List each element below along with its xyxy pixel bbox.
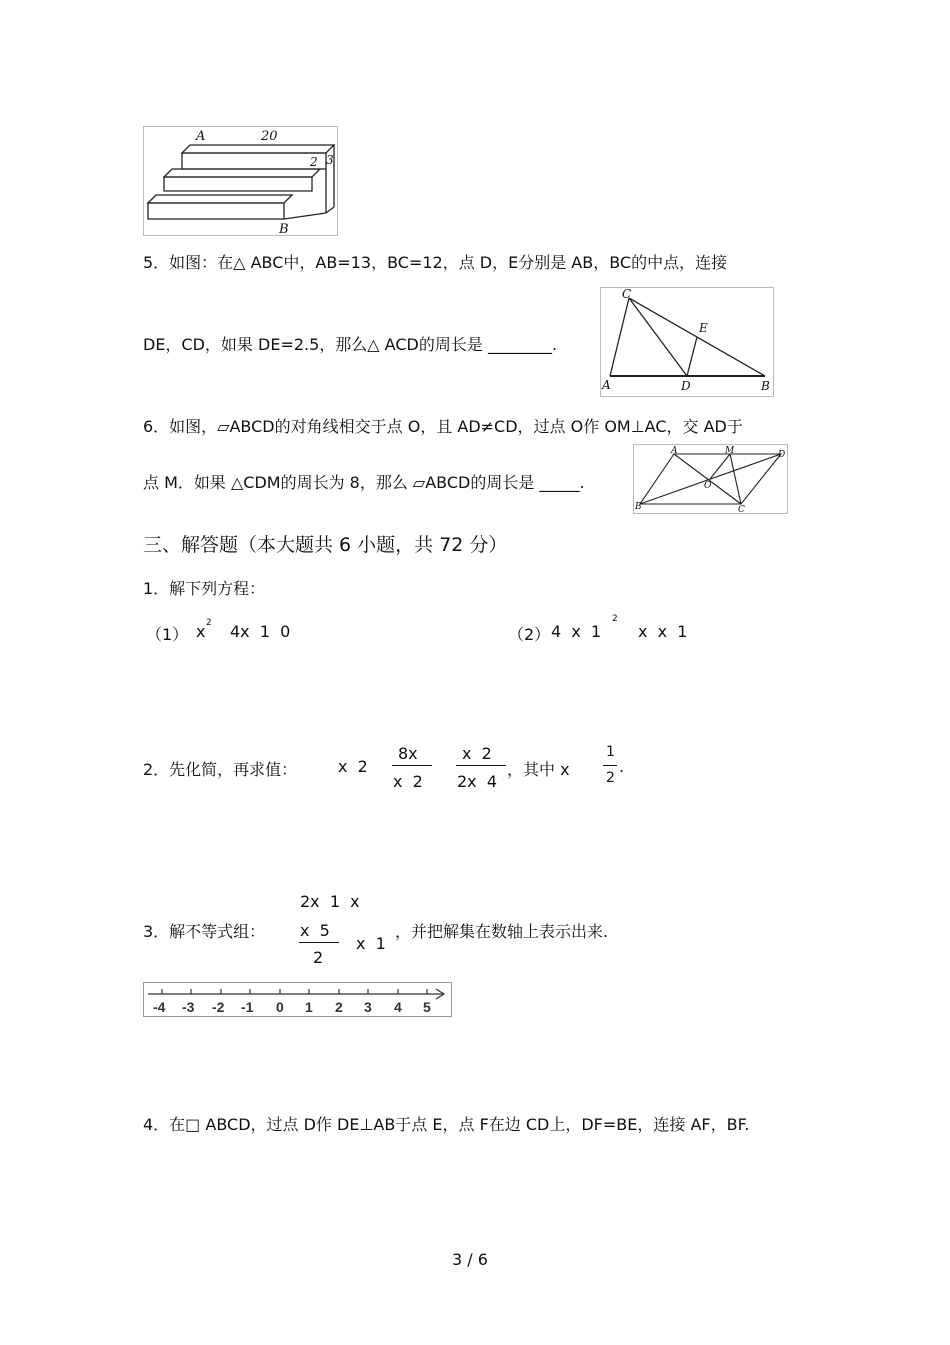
number-line xyxy=(144,983,451,1016)
tick-label-n2: -2 xyxy=(212,999,225,1015)
para-label-b: B xyxy=(635,502,642,512)
parallelogram-figure xyxy=(633,444,788,514)
triangle-figure xyxy=(600,287,774,397)
triangle-diagram xyxy=(601,288,773,396)
stairs-label-a: A xyxy=(196,129,206,144)
p1b-main: 4 x 1 xyxy=(551,622,602,641)
p3-ineq2-den: 2 xyxy=(313,948,324,967)
p2-f1-den: x 2 xyxy=(393,772,423,791)
page-number: 3 / 6 xyxy=(452,1250,488,1269)
p3-tail: ，并把解集在数轴上表示出来. xyxy=(395,922,609,941)
tri-label-c: C xyxy=(622,288,632,301)
p3-ineq1: 2x 1 x xyxy=(300,892,360,911)
tick-label-n4: -4 xyxy=(153,999,166,1015)
p4-text: 4．在□ ABCD，过点 D作 DE⊥AB于点 E，点 F在边 CD上，DF=BE，连接 AF，BF. xyxy=(143,1115,750,1134)
p2-intro: 2．先化简，再求值： xyxy=(143,760,298,779)
p2-f3-den: 2 xyxy=(606,770,615,786)
tri-label-d: D xyxy=(681,379,691,393)
p1b-rest: x x 1 xyxy=(638,622,688,641)
q6-line2-text: 点 M．如果 △CDM的周长为 8，那么 ▱ABCD的周长是 xyxy=(143,473,535,492)
q5-end: . xyxy=(551,335,558,354)
p2-f3-bar xyxy=(603,765,617,766)
tick-label-5: 5 xyxy=(423,999,431,1015)
stairs-label-2: 2 xyxy=(310,155,318,169)
stairs-label-b: B xyxy=(279,222,289,235)
tick-label-n1: -1 xyxy=(241,999,254,1015)
tri-label-e: E xyxy=(699,321,708,335)
para-label-o: O xyxy=(704,481,712,491)
number-line-figure xyxy=(143,982,452,1017)
tri-label-a: A xyxy=(602,378,611,392)
q5-answer-blank: ________ xyxy=(487,335,552,354)
stairs-figure xyxy=(143,126,338,236)
p3-intro: 3．解不等式组： xyxy=(143,922,266,941)
p1b-label: （2） xyxy=(508,625,551,644)
q6-line1: 6．如图，▱ABCD的对角线相交于点 O，且 AD≠CD，过点 O作 OM⊥AC，交 AD于 xyxy=(143,417,743,436)
stairs-label-20: 20 xyxy=(261,129,278,144)
para-label-c: C xyxy=(738,505,745,513)
p2-mid: ，其中 x xyxy=(507,760,570,779)
p2-end: . xyxy=(619,757,625,776)
tick-label-0: 0 xyxy=(276,999,284,1015)
tick-label-n3: -3 xyxy=(182,999,195,1015)
p2-f3-num: 1 xyxy=(606,744,615,760)
tri-label-b: B xyxy=(761,379,770,393)
section3-title: 三、解答题（本大题共 6 小题，共 72 分） xyxy=(143,534,508,556)
p1b-exp: 2 xyxy=(612,614,618,624)
p1-intro: 1．解下列方程： xyxy=(143,579,266,598)
q5-line2-text: DE，CD，如果 DE=2.5，那么△ ACD的周长是 xyxy=(143,335,483,354)
p2-f2-num: x 2 xyxy=(462,744,492,763)
p1-part-a xyxy=(146,618,346,646)
p1a-exp: 2 xyxy=(206,618,212,628)
p2-f2-den: 2x 4 xyxy=(457,772,497,791)
q6-end: . xyxy=(579,473,585,492)
q6-line2 xyxy=(143,470,585,493)
tick-label-2: 2 xyxy=(335,999,343,1015)
p3-ineq2-num: x 5 xyxy=(300,921,330,940)
parallelogram-diagram xyxy=(634,445,787,513)
tick-label-1: 1 xyxy=(305,999,313,1015)
p2-f1-bar xyxy=(392,765,432,766)
p3-ineq2-rest: x 1 xyxy=(356,934,386,953)
para-label-m: M xyxy=(725,446,735,456)
tick-label-4: 4 xyxy=(394,999,402,1015)
q5-line2 xyxy=(143,332,557,355)
q6-answer-blank: _____ xyxy=(539,473,580,492)
para-label-a: A xyxy=(671,446,678,456)
stairs-label-3: 3 xyxy=(326,153,334,167)
p2-f2-bar xyxy=(456,765,506,766)
para-label-d: D xyxy=(778,450,786,460)
q5-line1: 5．如图：在△ ABC中，AB=13，BC=12，点 D，E分别是 AB，BC的中点，连接 xyxy=(143,253,728,272)
p1a-label: （1） xyxy=(146,625,189,644)
p1a-rest: 4x 1 0 xyxy=(230,622,291,641)
p2-lead: x 2 xyxy=(338,757,368,776)
p1-part-b xyxy=(508,614,708,646)
tick-label-3: 3 xyxy=(364,999,372,1015)
p1a-x: x xyxy=(196,622,206,641)
p3-ineq2-bar xyxy=(299,942,339,943)
p2-f1-num: 8x xyxy=(398,744,418,763)
stairs-diagram xyxy=(144,127,337,235)
